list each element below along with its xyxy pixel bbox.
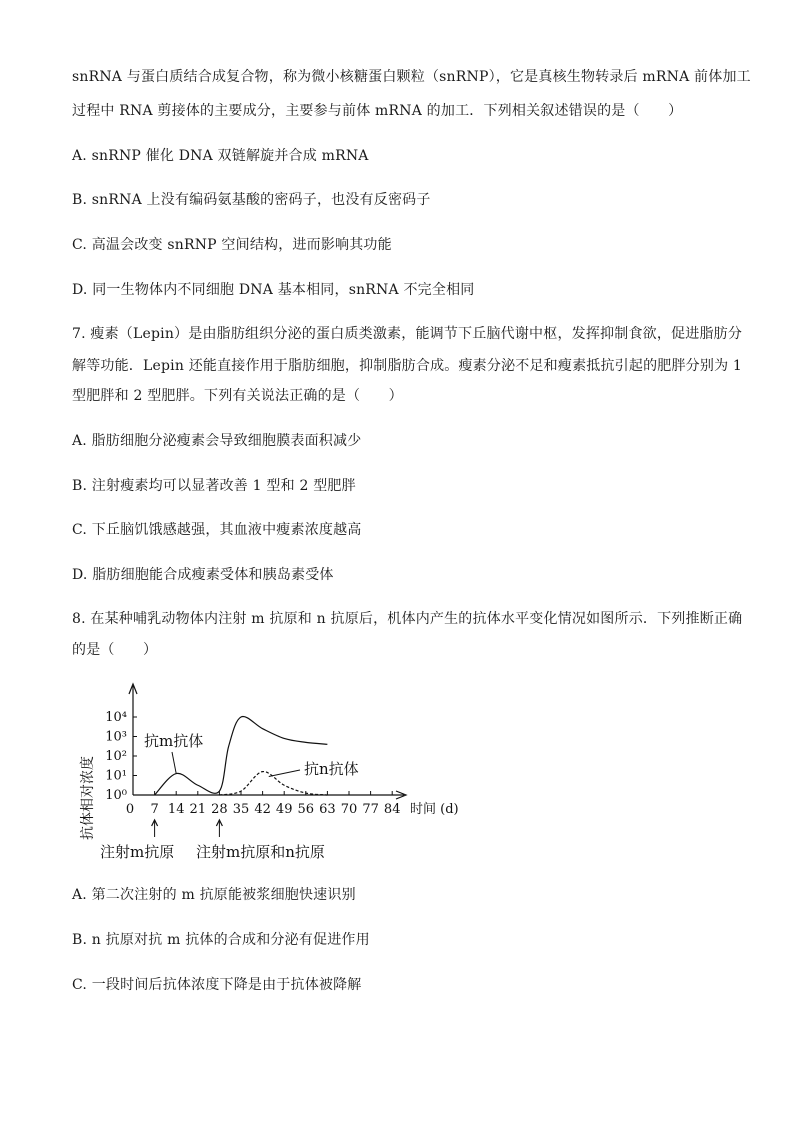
- antibody-chart: [72, 678, 492, 878]
- x-tick-label: 63: [319, 802, 336, 817]
- y-tick-label: 10¹: [105, 768, 127, 784]
- q6-stem-line-1: snRNA 与蛋白质结合成复合物，称为微小核糖蛋白颗粒（snRNP），它是真核生物转录后 mRNA 前体加工: [72, 69, 751, 85]
- x-tick-label: 35: [232, 802, 250, 817]
- x-tick-label: 77: [362, 802, 379, 817]
- x-tick-label: 49: [275, 802, 293, 817]
- q6-option-b[interactable]: B. snRNA 上没有编码氨基酸的密码子，也没有反密码子: [72, 192, 431, 208]
- series-label-anti-n-leader: [269, 770, 300, 776]
- y-tick-label: 10⁰: [105, 788, 127, 803]
- x-tick-label: 0: [125, 802, 135, 817]
- series-label-anti-m: 抗m抗体: [144, 732, 204, 750]
- q8-option-a[interactable]: A. 第二次注射的 m 抗原能被浆细胞快速识别: [72, 887, 356, 903]
- q7-option-a[interactable]: A. 脂肪细胞分泌瘦素会导致细胞膜表面积减少: [72, 433, 362, 449]
- q8-stem-line-1: 8. 在某种哺乳动物体内注射 m 抗原和 n 抗原后，机体内产生的抗体水平变化情况如图所示．下列推断正确: [72, 611, 743, 627]
- x-tick-label: 14: [167, 802, 185, 817]
- q7-stem-line-2: 解等功能．Lepin 还能直接作用于脂肪细胞，抑制脂肪合成。瘦素分泌不足和瘦素抵抗引起的肥胖分别为 1: [72, 358, 743, 374]
- x-tick-label: 84: [383, 802, 401, 817]
- antibody-chart-svg: [72, 678, 492, 878]
- q6-option-d[interactable]: D. 同一生物体内不同细胞 DNA 基本相同，snRNA 不完全相同: [72, 282, 475, 298]
- series-label-anti-m-leader: [172, 752, 176, 774]
- q8-option-c[interactable]: C. 一段时间后抗体浓度下降是由于抗体被降解: [72, 977, 362, 993]
- x-tick-label: 70: [340, 802, 358, 817]
- q7-stem-line-3: 型肥胖和 2 型肥胖。下列有关说法正确的是（ ）: [72, 388, 403, 404]
- q7-option-d[interactable]: D. 脂肪细胞能合成瘦素受体和胰岛素受体: [72, 567, 334, 583]
- x-tick-label: 42: [254, 802, 271, 817]
- q7-stem-line-1: 7. 瘦素（Lepin）是由脂肪组织分泌的蛋白质类激素，能调节下丘脑代谢中枢，发挥抑制食欲，促进脂肪分: [72, 326, 743, 342]
- x-tick-label: 21: [189, 802, 207, 817]
- y-tick-label: 10⁴: [105, 710, 127, 725]
- q8-stem-line-2: 的是（ ）: [72, 642, 158, 658]
- annotation-inject-m-n: 注射m抗原和n抗原: [196, 843, 325, 861]
- x-tick-label: 28: [211, 802, 228, 817]
- q8-option-b[interactable]: B. n 抗原对抗 m 抗体的合成和分泌有促进作用: [72, 932, 370, 948]
- x-tick-label: 7: [150, 802, 159, 817]
- y-tick-label: 10³: [105, 729, 127, 745]
- q6-option-c[interactable]: C. 高温会改变 snRNP 空间结构，进而影响其功能: [72, 237, 392, 253]
- x-tick-label: 56: [297, 802, 315, 817]
- q6-stem-line-2: 过程中 RNA 剪接体的主要成分，主要参与前体 mRNA 的加工．下列相关叙述错误的是（ ）: [72, 103, 683, 119]
- x-axis-label: 时间 (d): [410, 802, 459, 817]
- series-label-anti-n: 抗n抗体: [304, 760, 359, 778]
- q7-option-b[interactable]: B. 注射瘦素均可以显著改善 1 型和 2 型肥胖: [72, 478, 356, 494]
- q6-option-a[interactable]: A. snRNP 催化 DNA 双链解旋并合成 mRNA: [72, 148, 369, 164]
- series-anti-m-line: [155, 717, 328, 795]
- annotation-inject-m: 注射m抗原: [100, 843, 175, 861]
- q7-option-c[interactable]: C. 下丘脑饥饿感越强，其血液中瘦素浓度越高: [72, 522, 362, 538]
- y-axis-label: 抗体相对浓度: [80, 756, 96, 840]
- y-tick-label: 10²: [105, 749, 127, 764]
